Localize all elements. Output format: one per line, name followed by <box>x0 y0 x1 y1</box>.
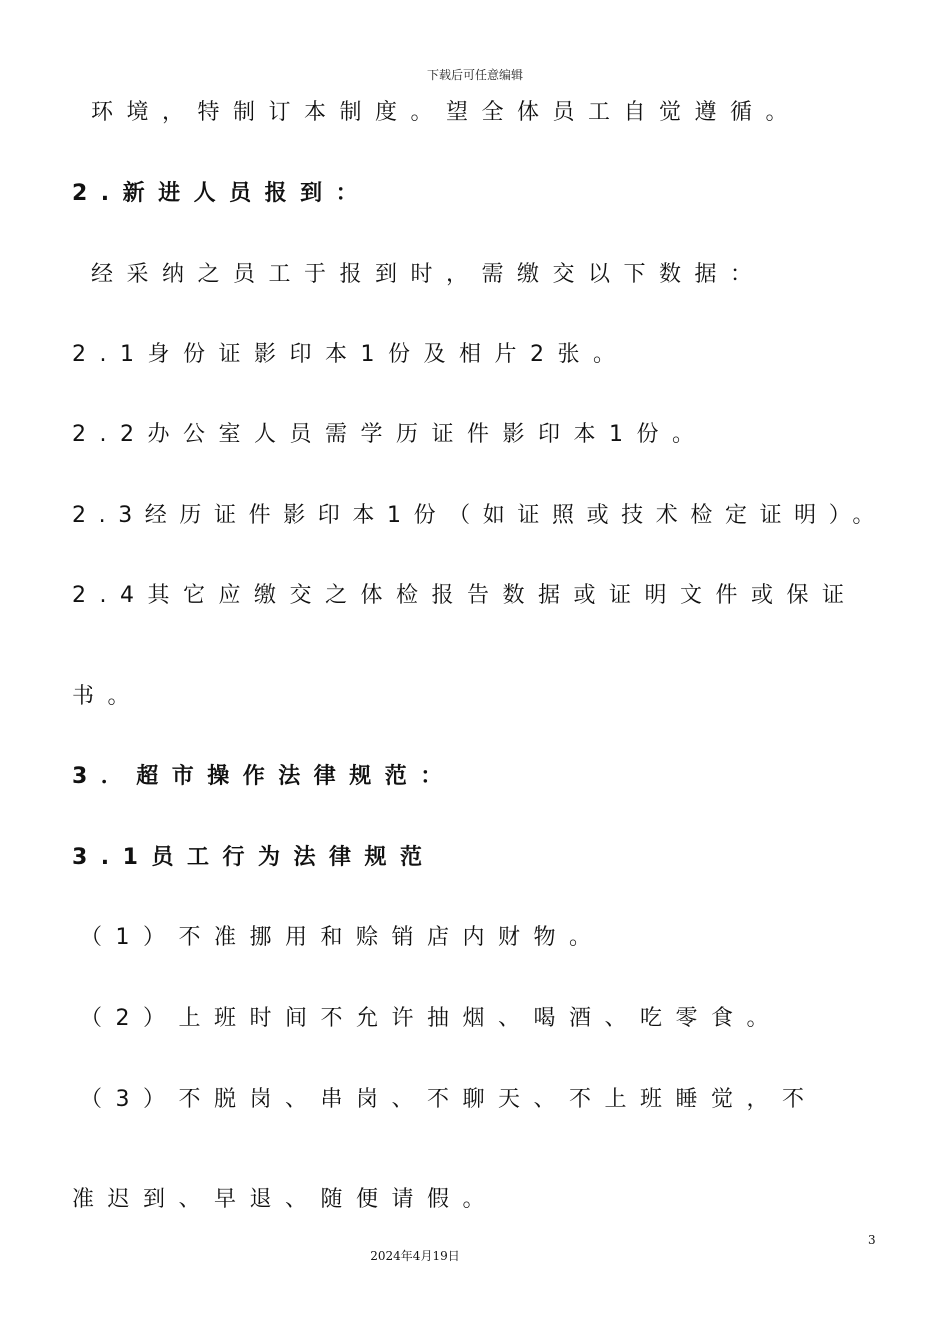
section-heading: 2.新进人员报到： <box>72 181 372 206</box>
rule-item: （1）不准挪用和赊销店内财物。 <box>80 925 605 950</box>
page-number: 3 <box>868 1233 876 1247</box>
rule-item: （2）上班时间不允许抽烟、喝酒、吃零食。 <box>80 1006 782 1031</box>
list-item: 2.2办公室人员需学历证件影印本1份。 <box>72 422 708 447</box>
list-item: 2.3经历证件影印本1份（如证照或技术检定证明）。 <box>72 503 887 528</box>
page-footer-date: 2024年4月19日 <box>370 1249 460 1263</box>
subsection-heading: 3.1员工行为法律规范 <box>72 845 436 870</box>
list-item-continuation: 书。 <box>72 684 144 709</box>
rule-item-continuation: 准迟到、早退、随便请假。 <box>72 1187 499 1212</box>
page-header: 下载后可任意编辑 <box>426 68 523 82</box>
paragraph-line: 环境，特制订本制度。望全体员工自觉遵循。 <box>91 100 802 125</box>
paragraph-line: 经采纳之员工于报到时，需缴交以下数据： <box>91 262 766 287</box>
list-item: 2.1身份证影印本1份及相片2张。 <box>72 342 629 367</box>
section-heading: 3．超市操作法律规范： <box>72 764 456 789</box>
list-item: 2.4其它应缴交之体检报告数据或证明文件或保证 <box>72 583 858 608</box>
rule-item: （3）不脱岗、串岗、不聊天、不上班睡觉，不 <box>80 1087 818 1112</box>
